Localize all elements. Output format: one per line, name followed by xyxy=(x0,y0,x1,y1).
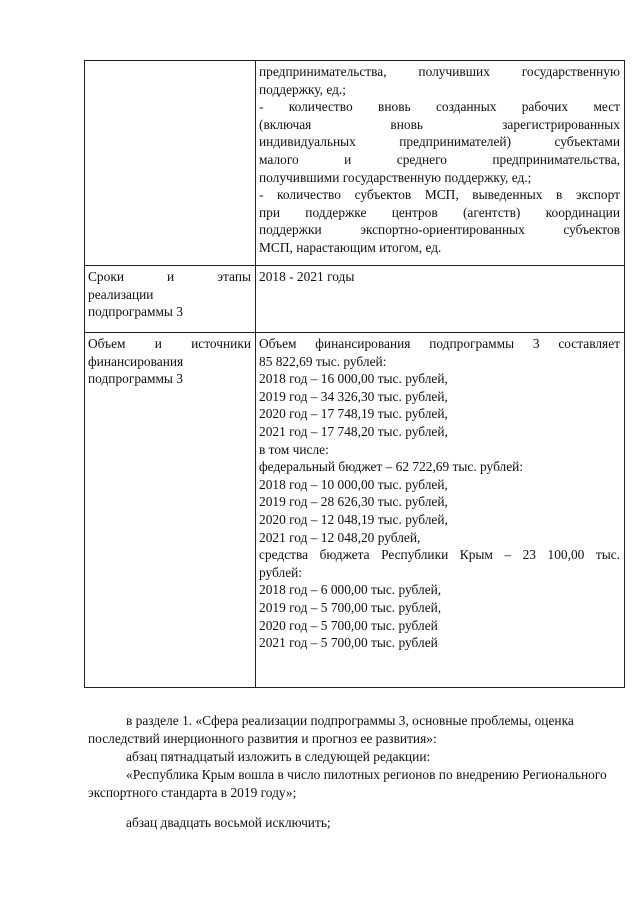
indicator-line: (включая вновь зарегистрированных xyxy=(259,116,620,132)
financing-line: средства бюджета Республики Крым – 23 100,00 тыс. xyxy=(259,547,620,563)
label-line: финансирования xyxy=(88,353,184,369)
label-line: Объем и источники xyxy=(88,336,251,351)
financing-line: 2020 год – 12 048,19 тыс. рублей, xyxy=(259,511,448,527)
financing-line: 2021 год – 12 048,20 рублей, xyxy=(259,529,421,545)
row-label-cell xyxy=(85,266,256,333)
financing-line: Объем финансирования подпрограммы 3 составляет xyxy=(259,336,620,351)
indicator-line: при поддержке центров (агентств) координации xyxy=(259,204,620,220)
financing-line: 2019 год – 5 700,00 тыс. рублей, xyxy=(259,599,442,615)
financing-line: федеральный бюджет – 62 722,69 тыс. рублей: xyxy=(259,459,524,475)
table-row xyxy=(85,61,625,266)
label-line: подпрограммы 3 xyxy=(88,304,183,320)
subprogram-passport-table xyxy=(84,60,625,688)
indicator-line: малого и среднего предпринимательства, xyxy=(259,151,620,167)
financing-line: 2020 год – 5 700,00 тыс. рублей xyxy=(259,617,438,633)
financing-line: 2018 год – 16 000,00 тыс. рублей, xyxy=(259,371,448,387)
indicator-line: - количество вновь созданных рабочих мест xyxy=(259,99,620,115)
financing-line: рублей: xyxy=(259,564,303,580)
indicator-line: индивидуальных предпринимателей) субъектами xyxy=(259,134,620,150)
table-row xyxy=(85,333,625,688)
amendment-paragraph: в разделе 1. «Сфера реализации подпрограммы 3, основные проблемы, оценка последствий инерционного развития и прогноз ее развития»: xyxy=(88,713,574,746)
period-cell: 2018 - 2021 годы xyxy=(256,266,625,333)
financing-cell xyxy=(256,333,625,688)
indicator-line: поддержку, ед.; xyxy=(259,81,347,97)
financing-line: 2019 год – 28 626,30 тыс. рублей, xyxy=(259,494,448,510)
financing-line: 2019 год – 34 326,30 тыс. рублей, xyxy=(259,388,448,404)
financing-line: 2018 год – 10 000,00 тыс. рублей, xyxy=(259,476,448,492)
indicator-line: поддержки экспортно-ориентированных субъектов xyxy=(259,222,620,238)
financing-line: 2018 год – 6 000,00 тыс. рублей, xyxy=(259,582,442,598)
financing-line: 2020 год – 17 748,19 тыс. рублей, xyxy=(259,406,448,422)
label-line: Сроки и этапы xyxy=(88,269,251,284)
indicators-cell xyxy=(256,61,625,266)
table-row xyxy=(85,266,625,333)
financing-line: 85 822,69 тыс. рублей: xyxy=(259,353,387,369)
indicator-line: получившими государственную поддержку, ед.; xyxy=(259,169,532,185)
financing-line: 2021 год – 5 700,00 тыс. рублей xyxy=(259,635,438,651)
label-line: подпрограммы 3 xyxy=(88,371,183,387)
label-line: реализации xyxy=(88,286,154,302)
financing-line: в том числе: xyxy=(259,441,329,457)
row-label-cell xyxy=(85,61,256,266)
indicator-line: предпринимательства, получивших государственную xyxy=(259,64,620,79)
financing-line: 2021 год – 17 748,20 тыс. рублей, xyxy=(259,423,448,439)
amendment-paragraph: абзац двадцать восьмой исключить; xyxy=(126,815,331,830)
indicator-line: - количество субъектов МСП, выведенных в экспорт xyxy=(259,187,620,203)
amendment-paragraph: «Республика Крым вошла в число пилотных регионов по внедрению Регионального экспортного стандарта в 2019 году»; xyxy=(88,767,607,800)
row-label-cell xyxy=(85,333,256,688)
indicator-line: МСП, нарастающим итогом, ед. xyxy=(259,239,442,255)
amendment-paragraph: абзац пятнадцатый изложить в следующей редакции: xyxy=(126,749,431,764)
